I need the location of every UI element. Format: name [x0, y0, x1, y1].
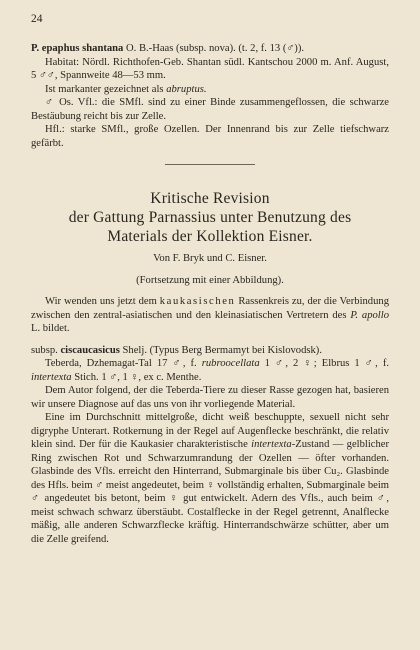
intro-paragraph — [31, 295, 389, 336]
comparison-paragraph — [31, 83, 389, 97]
species-heading — [31, 42, 389, 56]
article-title-line-3: Materials der Kollektion Eisner. — [107, 228, 313, 245]
material-paragraph — [31, 357, 389, 384]
form-intertexta: intertexta — [31, 371, 72, 383]
subspecies-label: subsp. — [31, 344, 61, 356]
author-note-paragraph: Dem Autor folgend, der die Teberda-Tiere zu dieser Rasse gezogen hat, basieren wir unsere Diagnose auf das uns von ihr vorliegende Material. — [31, 385, 389, 410]
subspecies-type-locality: Shelj. (Typus Berg Bermamyt bei Kislovodsk). — [119, 344, 322, 356]
intro-text-2: Rassenkreis zu, der die Verbindung zwischen den zentral-asiatischen und den kleinasiatischen Vertretern des — [31, 296, 389, 321]
forewing-paragraph: ♂ Os. Vfl.: die SMfl. sind zu einer Binde zusammengeflossen, die schwarze Bestäubung reicht bis zur Zelle. — [31, 97, 389, 122]
hindwing-paragraph: Hfl.: starke SMfl., große Ozellen. Der Innenrand bis zur Zelle tiefschwarz gefärbt. — [31, 124, 389, 149]
habitat-paragraph: Habitat: Nördl. Richthofen-Geb. Shantan südl. Kantschou 2000 m. Anf. August, 5 ♂♂, Spannweite 48—53 mm. — [31, 56, 389, 81]
section-divider — [165, 164, 255, 165]
diagnosis-paragraph — [31, 411, 389, 546]
diagnosis-taxon: intertexta — [251, 439, 292, 450]
comparison-text: Ist markanter gezeichnet als — [45, 83, 167, 95]
intro-text-1: Wir wenden uns jetzt dem — [45, 296, 160, 307]
article-title — [31, 189, 389, 246]
intro-emphasis: kaukasischen — [159, 296, 236, 307]
species-authority: O. B.-Haas (subsp. nova). (t. 2, f. 13 (♂)). — [123, 43, 305, 54]
previous-article-end — [31, 42, 389, 150]
form-rubroocellata: rubroocellata — [201, 358, 260, 369]
material-text-3: Stich. 1 ♂, 1 ♀, ex c. Menthe. — [71, 371, 202, 383]
species-name: P. epaphus shantana — [31, 43, 124, 54]
comparison-taxon: abruptus. — [166, 83, 207, 95]
diagnosis-text-1: Eine im Durchschnitt mittelgroße, dicht weiß beschuppte, sexuell nicht sehr digryphe Unterart. Rotkernung in der Regel auf Augenflecke beschränkt, die relativ klein sind. Der für die Kaukasier charakteristische — [31, 412, 389, 450]
diagnosis-text-2: -Zustand — gelblicher Ring zwischen Rot und Schwarzumrandung der Ozellen — öfter vorhanden. Glasbinde des Vfls. erreicht den Hinterrand, Submarginale bis über Cu₂. Glasbinde des Hfls. beim ♂ meist angedeutet, beim ♀ vollständig erhalten, Submarginale beim ♂ angedeutet bis betont, beim ♀ gut entwickelt. Adern des Vfls., auch beim ♂, meist schwach schwarz überstäubt. Costalflecke in der Regel getrennt, Analflecke mäßig, alle anderen Schwarzflecke kräftig. Hinterrandschwärze schütter, aber um die Zelle greifend. — [31, 439, 390, 545]
intro-taxon: P. apollo — [350, 309, 389, 321]
intro-text-3: L. bildet. — [31, 323, 70, 334]
article-title-line-1: Kritische Revision — [150, 190, 270, 207]
article-subtitle: (Fortsetzung mit einer Abbildung). — [136, 275, 284, 286]
material-text-1: Teberda, Dzhemagat-Tal 17 ♂, f. — [45, 358, 202, 369]
article-authors: Von F. Bryk und C. Eisner. — [153, 253, 267, 264]
subspecies-name: ciscaucasicus — [60, 344, 120, 356]
page-number: 24 — [31, 13, 43, 25]
subspecies-heading — [31, 344, 389, 358]
article-body — [31, 295, 389, 546]
article-title-line-2: der Gattung Parnassius unter Benutzung des — [68, 209, 352, 226]
material-text-2: 1 ♂, 2 ♀; Elbrus 1 ♂, f. — [259, 358, 389, 369]
